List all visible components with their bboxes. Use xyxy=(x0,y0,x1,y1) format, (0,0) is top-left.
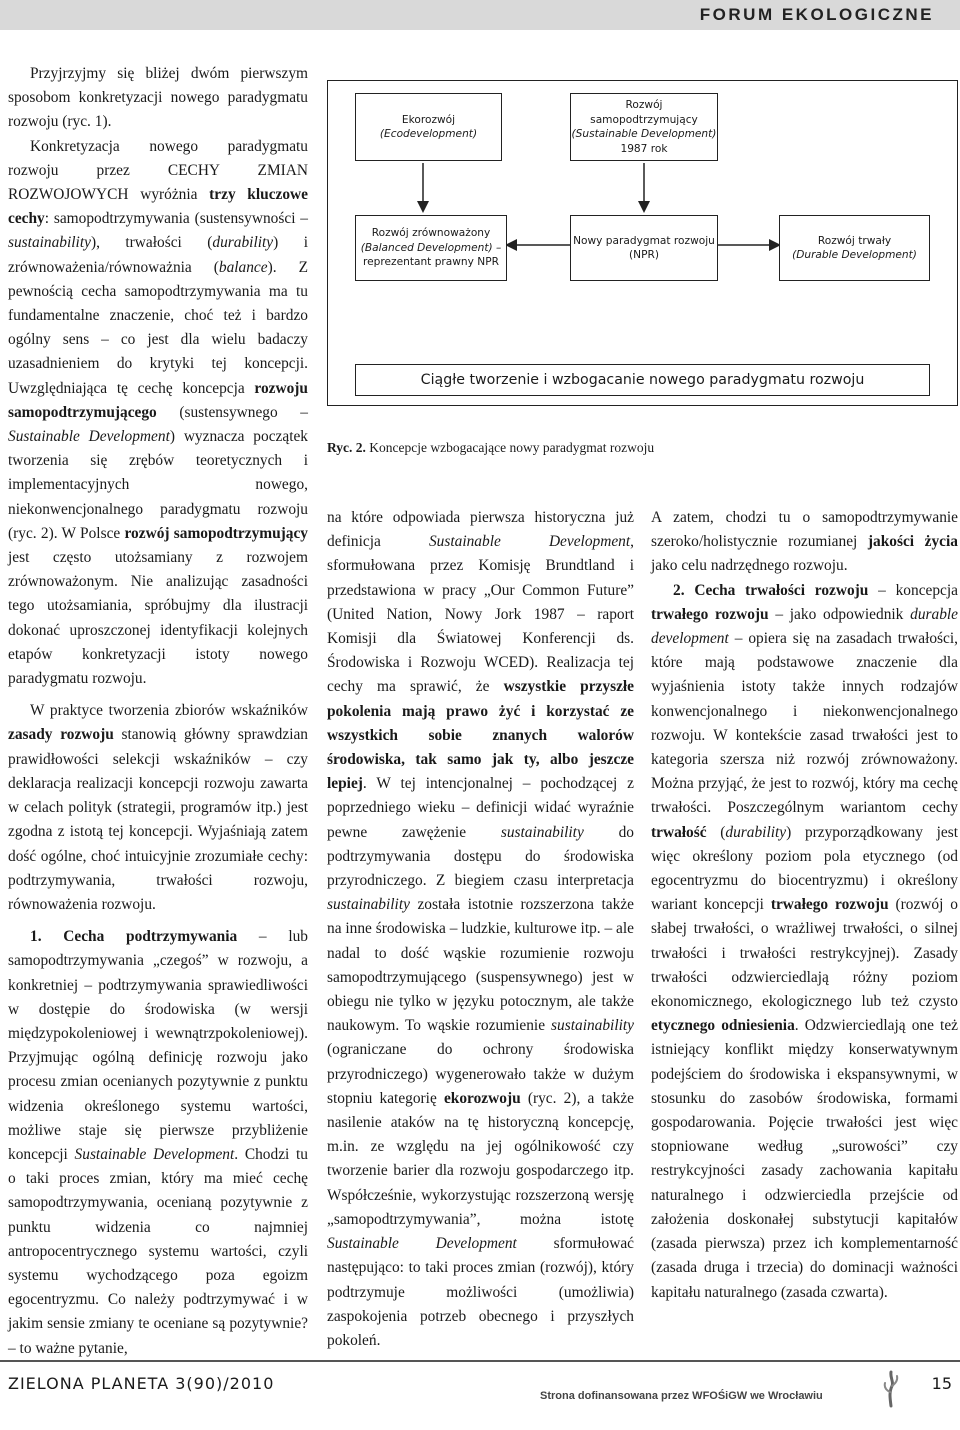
paragraph: na które odpowiada pierwsza historyczna już definicja Sustainable Development, sformułowana przez Komisję Brundtland i przedstawiona w pracy „Our Common Future” (United Nation, Nowy Jork 1987 – raport Komisji dla Światowej Konferencji ds. Środowiska i Rozwoju WCED). Realizacja tej cechy ma sprawić, że wszystkie przyszłe pokolenia mają prawo żyć i korzystać ze wszystkich sobie znanych walorów środowiska, tak samo jak ty, albo jeszcze lepiej. W tej intencjonalnej – pochodzącej z poprzedniego wieku – definicji widać wyraźnie pewne zawężenie sustainability do podtrzymywania dostępu do środowiska przyrodniczego. Z biegiem czasu interpretacja sustainability została istotnie rozszerzona także na inne środowiska – ludzkie, kulturowe itp. – ale nadal to dość wąskie rozumienie rozwoju samopodtrzymującego (suspensywnego) jest w obiegu nie tylko w języku potocznym, ale także naukowym. To wąskie rozumienie sustainability (ograniczane do ochrony środowiska przyrodniczego) wygenerowało także w dużym stopniu kategorię ekorozwoju (ryc. 2), a także nasilenie ataków na tę historyczną koncepcję, m.in. ze względu na jej ogólnikowość czy tworzenie barier dla rozwoju gospodarczego itp. Współcześnie, wykorzystując rozszerzoną wersję „samopodtrzymywania”, można istotę Sustainable Development sformułować następująco: to taki proces zmian (rozwój), który podtrzymuje możliwości (umożliwia) zaspokojenia potrzeb obecnego i przyszłych pokoleń. xyxy=(327,509,635,1349)
paragraph: Konkretyzacja nowego paradygmatu rozwoju przez CECHY ZMIAN ROZWOJOWYCH wyróżnia trzy kluczowe cechy: samopodtrzymywania (sustensywności – sustainability), trwałości (durability) i zrównoważenia/równoważnia (balance). Z pewnością cecha samopodtrzymywania ma tu fundamentalne znaczenie, choć też i bardzo ogólny sens – co jest dla wielu badaczy uzasadnieniem do krytyki tej koncepcji. Uwzględniająca tę cechę koncepcja rozwoju samopodtrzymującego (sustensywnego – Sustainable Development) wyznacza początek tworzenia się zrębów teoretycznych i implementacyjnych nowego, niekonwencjonalnego paradygmatu rozwoju (ryc. 2). W Polsce rozwój samopodtrzymujący jest często utożsamiany z rozwojem zrównoważonym. Nie analizując zasadności tego utożsamiania, spróbujmy dla ilustracji dokonać uproszczonej identyfikacji kolejnych etapów konkretyzacji istoty nowego paradygmatu rozwoju. xyxy=(8,137,309,688)
caption-text: Koncepcje wzbogacające nowy paradygmat rozwoju xyxy=(369,440,655,455)
footer-rule xyxy=(0,1360,960,1362)
box-subtitle: (Sustainable Development) xyxy=(571,128,717,140)
figure-diagram xyxy=(327,80,958,406)
magazine-title: ZIELONA PLANETA 3(90)/2010 xyxy=(8,1374,275,1393)
box-title: Rozwój zrównoważony xyxy=(371,227,491,240)
sponsor-note: Strona dofinansowana przez WFOŚiGW we Wrocławiu xyxy=(540,1390,823,1402)
box-subtitle: (Balanced Development) – xyxy=(360,241,502,254)
box-sustainable-development xyxy=(570,93,718,161)
column-2 xyxy=(327,506,634,1353)
page-number: 15 xyxy=(931,1374,952,1393)
column-1 xyxy=(8,62,308,1361)
box-durable-development xyxy=(779,215,930,281)
figure-caption xyxy=(327,440,654,456)
box-new-paradigm xyxy=(570,215,718,281)
figure-banner: Ciągłe tworzenie i wzbogacanie nowego paradygmatu rozwoju xyxy=(355,364,930,396)
box-subtitle: (Durable Development) xyxy=(792,249,917,261)
box-year: 1987 rok xyxy=(620,142,668,155)
box-balanced-development xyxy=(355,215,507,281)
paragraph: Przyjrzyjmy się bliżej dwóm pierwszym sposobom konkretyzacji nowego paradygmatu rozwoju (ryc. 1). xyxy=(8,65,308,131)
box-subtitle: (NPR) xyxy=(629,249,659,261)
box-title: Rozwój samopodtrzymujący xyxy=(590,99,698,126)
box-title: Nowy paradygmat rozwoju xyxy=(573,234,715,247)
box-title: Rozwój trwały xyxy=(817,234,892,247)
box-note: reprezentant prawny NPR xyxy=(363,256,499,269)
section-title: FORUM EKOLOGICZNE xyxy=(699,5,934,24)
tree-logo-icon xyxy=(878,1368,904,1408)
paragraph: 2. Cecha trwałości rozwoju – koncepcja trwałego rozwoju – jako odpowiednik durable development – opiera się na zasadach trwałości, które mają podstawowe znaczenie dla wyjaśnienia istoty także innych rodzajów konwencjonalnego i niekonwencjonalnego rozwoju. W kontekście zasad trwałości jest to kategoria szersza niż rozwój zrównoważony. Można przyjąć, że jest to rozwój, który ma cechę trwałości. Poszczególnym wariantom cechy trwałość (durability) przyporządkowany jest więc określony poziom pola etycznego (od egocentryzmu do biocentryzmu) i określony wariant koncepcji trwałego rozwoju (rozwój o słabej trwałości, o wrażliwej trwałości, o silnej trwałości i trwałości restrykcyjnej). Zasady trwałości odzwierciedlają różny poziom ekonomicznego, ekologicznego lub też czysto etycznego odniesienia. Odzwierciedlają one też istniejący konflikt między konserwatywnym podejściem do środowiska i ekspansywnymi, w stosunku do zasobów środowiska, formami gospodarowania. Pojęcie trwałości jest więc stopniowane według „surowości” czy restrykcyjności zasady zachowania kapitału naturalnego i odzwierciedla przejście od założenia doskonałej substytucji kapitałów (zasada pierwsza) przez ich komplementarność (zasada druga i trzecia) do dominacji ważności kapitału naturalnego (zasada czwarta). xyxy=(651,581,959,1301)
box-ecodevelopment xyxy=(355,93,502,161)
caption-label: Ryc. 2. xyxy=(327,440,366,455)
paragraph: A zatem, chodzi tu o samopodtrzymywanie szeroko/holistycznie rozumianej jakości życia jako celu nadrzędnego rozwoju. xyxy=(651,509,958,575)
column-3 xyxy=(651,506,958,1305)
box-subtitle: (Ecodevelopment) xyxy=(379,128,478,140)
paragraph: 1. Cecha podtrzymywania – lub samopodtrzymywania „czegoś” w rozwoju, a konkretniej – podtrzymywania sprawiedliwości w dostępie do środowiska (w wersji międzypokoleniowej i wewnątrzpokoleniowej). Przyjmując ogólną definicję rozwoju jako procesu zmian ocenianych pozytywnie z punktu widzenia określonego systemu wartości, możliwe staje się pierwsze przybliżenie koncepcji Sustainable Development. Chodzi tu o taki proces zmian, który ma mieć cechę samopodtrzymywania, ocenianą pozytywnie z punktu widzenia co najmniej antropocentrycznego systemu wartości, czyli systemu wychodzącego poza egoizm egocentryzmu. Co należy podtrzymywać i w jakim sensie zmiany te oceniane są pozytywnie? – to ważne pytanie, xyxy=(8,928,308,1357)
paragraph: W praktyce tworzenia zbiorów wskaźników zasady rozwoju stanowią główny sprawdzian prawidłowości selekcji wskaźników – czy deklaracja realizacji koncepcji rozwoju zawarta w celach polityk (strategii, programów itp.) jest zgodna z istotą tej koncepcji. Wyjaśniają zatem dość ogólne, choć intuicyjnie zrozumiałe cechy: podtrzymywania, trwałości rozwoju, równoważenia rozwoju. xyxy=(8,702,309,913)
box-title: Ekorozwój xyxy=(401,113,456,126)
